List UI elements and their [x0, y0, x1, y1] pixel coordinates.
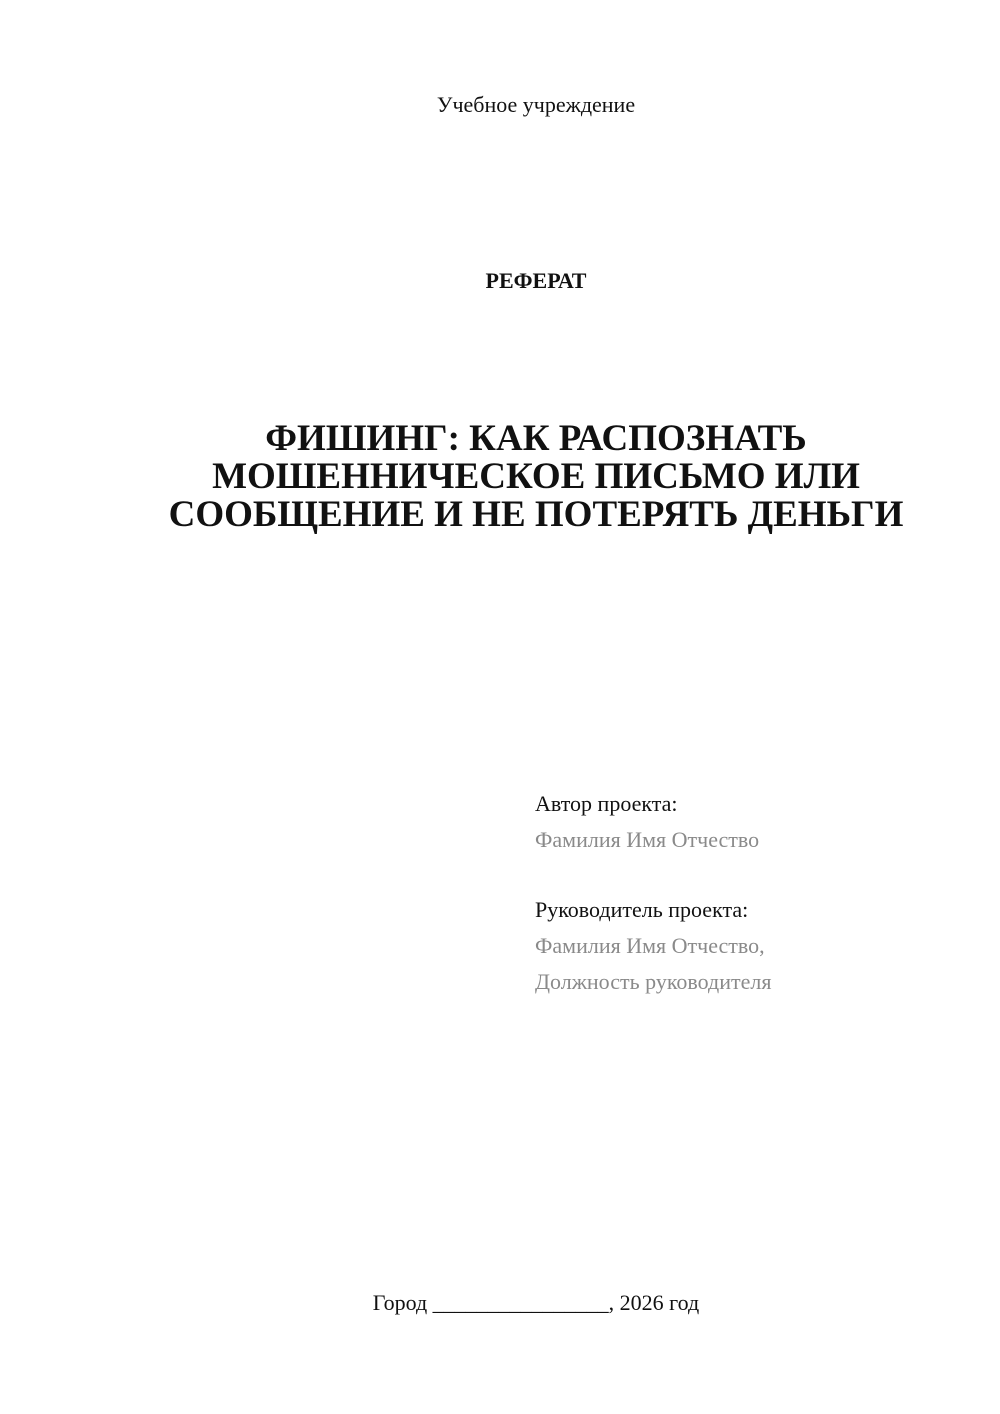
- supervisor-block: [535, 892, 771, 1000]
- author-label: Автор проекта:: [535, 791, 678, 816]
- supervisor-label: Руководитель проекта:: [535, 897, 749, 922]
- supervisor-name: Фамилия Имя Отчество,: [535, 933, 765, 958]
- institution-name: Учебное учреждение: [436, 92, 636, 117]
- author-block: [535, 786, 759, 858]
- document-type: РЕФЕРАТ: [485, 268, 587, 293]
- author-name: Фамилия Имя Отчество: [535, 827, 760, 852]
- supervisor-position: Должность руководителя: [535, 969, 772, 994]
- document-title: [100, 420, 972, 534]
- title-line-2: МОШЕННИЧЕСКОЕ ПИСЬМО ИЛИ: [212, 456, 860, 497]
- title-line-3: СООБЩЕНИЕ И НЕ ПОТЕРЯТЬ ДЕНЬГИ: [168, 494, 904, 535]
- city-year-line: Город ________________, 2026 год: [372, 1290, 700, 1315]
- title-line-1: ФИШИНГ: КАК РАСПОЗНАТЬ: [265, 418, 807, 459]
